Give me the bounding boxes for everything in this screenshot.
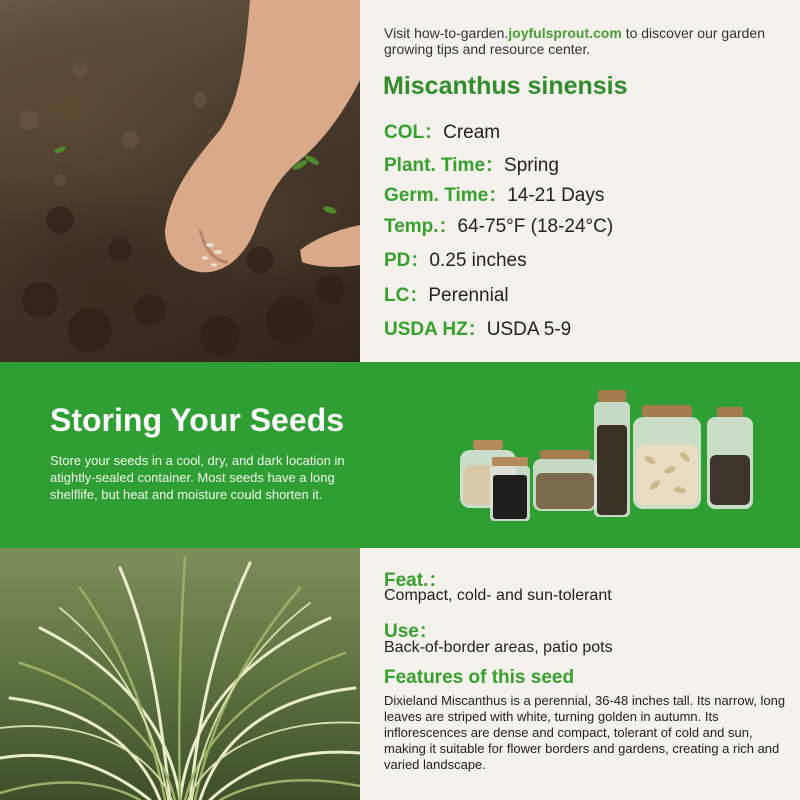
spec-plant-time [384,150,559,177]
spec-hardiness-zone [384,314,571,341]
visit-prefix: Visit how-to-garden. [384,25,509,41]
spec-hardiness-zone-label: USDA HZ： [384,319,487,340]
spec-plant-time-label: Plant. Time： [384,155,505,176]
spec-life-cycle-label: LC： [384,285,429,306]
seed-jars-image [455,385,765,530]
miscanthus-grass-photo [0,548,360,800]
spec-temperature [384,211,613,238]
spec-germ-time-label: Germ. Time： [384,185,508,206]
spec-temperature-value: 64-75°F (18-24°C) [457,216,614,237]
seed-jar-6 [707,407,753,509]
seed-jar-5 [633,405,701,509]
spec-germ-time [384,180,604,207]
seed-jar-2 [490,457,530,521]
spec-plant-time-value: Spring [504,155,559,176]
visit-suffix: to discover our garden growing tips and resource center. [384,25,766,57]
features-of-seed-text: Dixieland Miscanthus is a perennial, 36-48 inches tall. Its narrow, long leaves are striped with white, turning golden in autumn. Its inflorescences are dense and compact, tolerant of cold and sun, making it suitable for flower borders and gardens, creating a rich and varied landscape. [384,693,786,772]
spec-planting-depth [384,245,527,272]
spec-temperature-label: Temp.： [384,216,458,237]
storing-seeds-title: Storing Your Seeds [50,402,344,438]
spec-planting-depth-label: PD： [384,250,430,271]
spec-life-cycle [384,280,509,307]
seed-info-panel [360,0,800,362]
spec-color-value: Cream [443,122,501,143]
spec-color [384,117,500,144]
use-label: Use： [384,621,438,642]
seed-jar-4 [594,390,630,517]
spec-hardiness-zone-value: USDA 5-9 [486,319,572,340]
visit-website-text [384,25,784,57]
spec-life-cycle-value: Perennial [428,285,509,306]
use-value: Back-of-border areas, patio pots [384,639,613,656]
seed-jar-3 [533,450,597,511]
spec-planting-depth-value: 0.25 inches [429,250,527,271]
storing-seeds-text: Store your seeds in a cool, dry, and dark location in atightly-sealed container. Most seeds have a long shelflife, but heat and moisture could shorten it. [50,453,345,502]
feat-value: Compact, cold- and sun-tolerant [384,587,612,604]
feat-label: Feat.： [384,570,448,591]
website-link[interactable]: joyfulsprout.com [508,25,622,41]
features-of-seed-label: Features of this seed [384,667,575,688]
spec-germ-time-value: 14-21 Days [507,185,605,206]
soil-sowing-photo [0,0,360,362]
species-name: Miscanthus sinensis [383,72,628,100]
seed-features-panel [360,548,800,800]
spec-color-label: COL： [384,122,444,143]
